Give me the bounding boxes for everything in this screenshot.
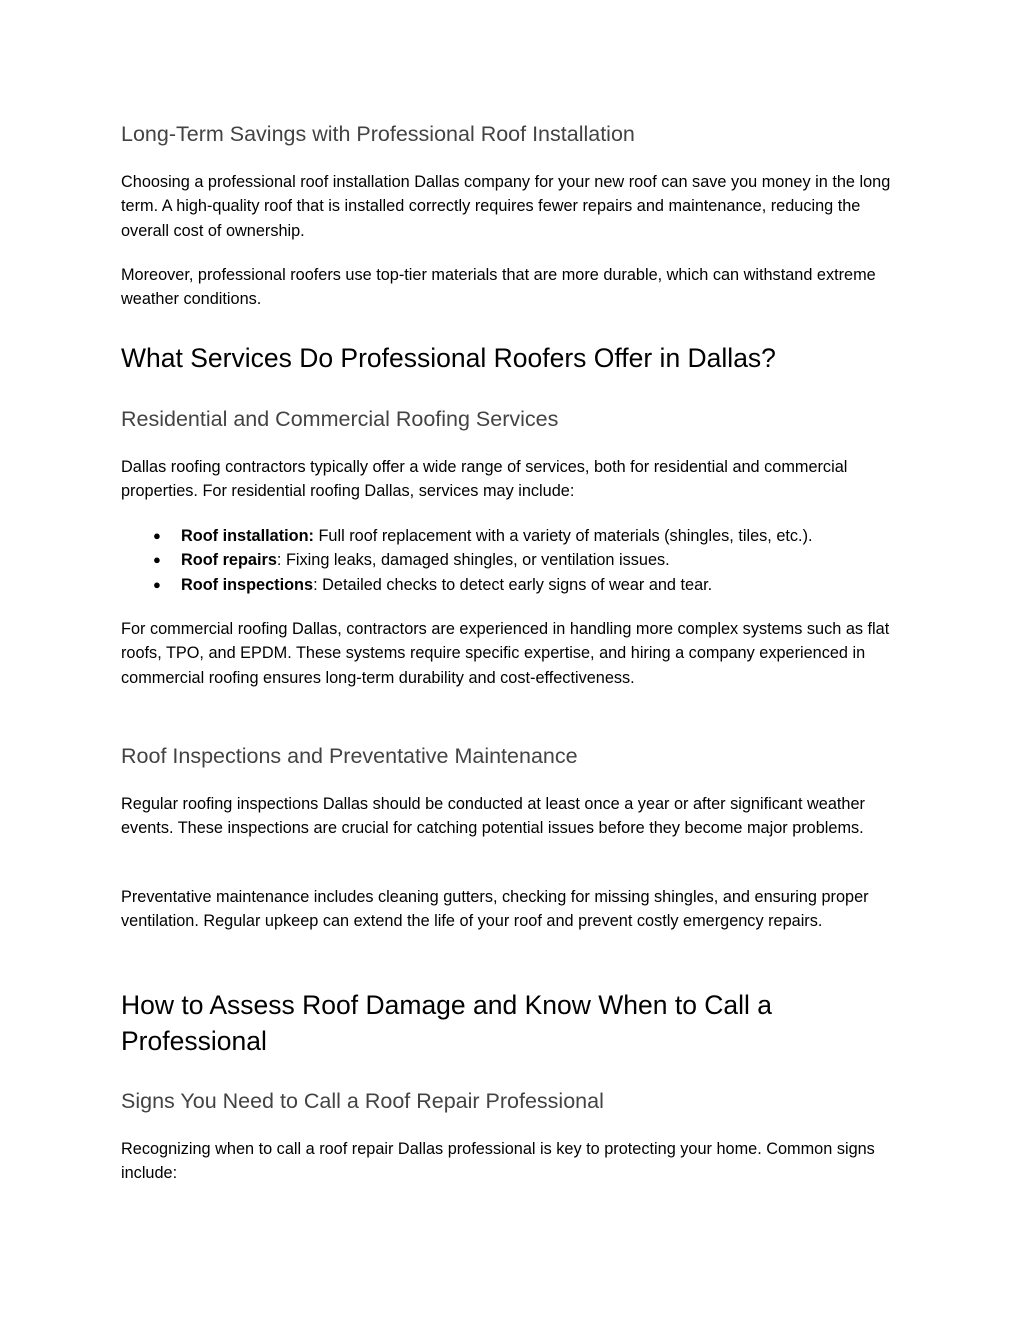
bullet-icon: ● [153, 552, 161, 568]
list-item-bold: Roof repairs [181, 551, 277, 570]
paragraph-savings-1: Choosing a professional roof installation Dallas company for your new roof can save you money in the long term. A high-quality roof that is installed correctly requires fewer repairs and maintenance, reducing the overall cost of ownership. [121, 173, 891, 240]
list-item-text: : Fixing leaks, damaged shingles, or ventilation issues. [276, 551, 670, 570]
section-heading-signs: Signs You Need to Call a Roof Repair Professional [121, 1089, 604, 1113]
paragraph-signs-1: Recognizing when to call a roof repair Dallas professional is key to protecting your home. Common signs include: [121, 1140, 875, 1183]
services-bullet-list [121, 524, 911, 597]
list-item [121, 548, 911, 572]
section-heading-savings: Long-Term Savings with Professional Roof Installation [121, 122, 635, 146]
list-item-text: : Detailed checks to detect early signs of wear and tear. [313, 575, 713, 594]
list-item [121, 524, 911, 548]
section-heading-inspections: Roof Inspections and Preventative Maintenance [121, 744, 578, 768]
list-item-text: Full roof replacement with a variety of materials (shingles, tiles, etc.). [313, 527, 813, 545]
bullet-icon: ● [153, 528, 161, 543]
section-heading-assess: How to Assess Roof Damage and Know When to Call a Professional [121, 990, 773, 1056]
paragraph-res-com-2: For commercial roofing Dallas, contractors are experienced in handling more complex systems such as flat roofs, TPO, and EPDM. These systems require specific expertise, and hiring a company experienced in commercial roofing ensures long-term durability and cost-effectiveness. [121, 620, 890, 687]
list-item [121, 573, 911, 597]
paragraph-inspections-2: Preventative maintenance includes cleaning gutters, checking for missing shingles, and ensuring proper ventilation. Regular upkeep can extend the life of your roof and prevent costly emergency repairs. [121, 888, 869, 931]
bullet-icon: ● [153, 576, 161, 592]
paragraph-savings-2: Moreover, professional roofers use top-tier materials that are more durable, which can withstand extreme weather conditions. [121, 266, 876, 309]
list-item-bold: Roof installation: [181, 527, 314, 545]
section-heading-residential-commercial: Residential and Commercial Roofing Services [121, 407, 559, 431]
section-heading-services: What Services Do Professional Roofers Offer in Dallas? [121, 343, 776, 373]
list-item-bold: Roof inspections [181, 575, 314, 594]
paragraph-inspections-1: Regular roofing inspections Dallas should be conducted at least once a year or after significant weather events. These inspections are crucial for catching potential issues before they become major problems. [121, 795, 865, 838]
paragraph-res-com-1: Dallas roofing contractors typically offer a wide range of services, both for residential and commercial properties. For residential roofing Dallas, services may include: [121, 458, 848, 501]
